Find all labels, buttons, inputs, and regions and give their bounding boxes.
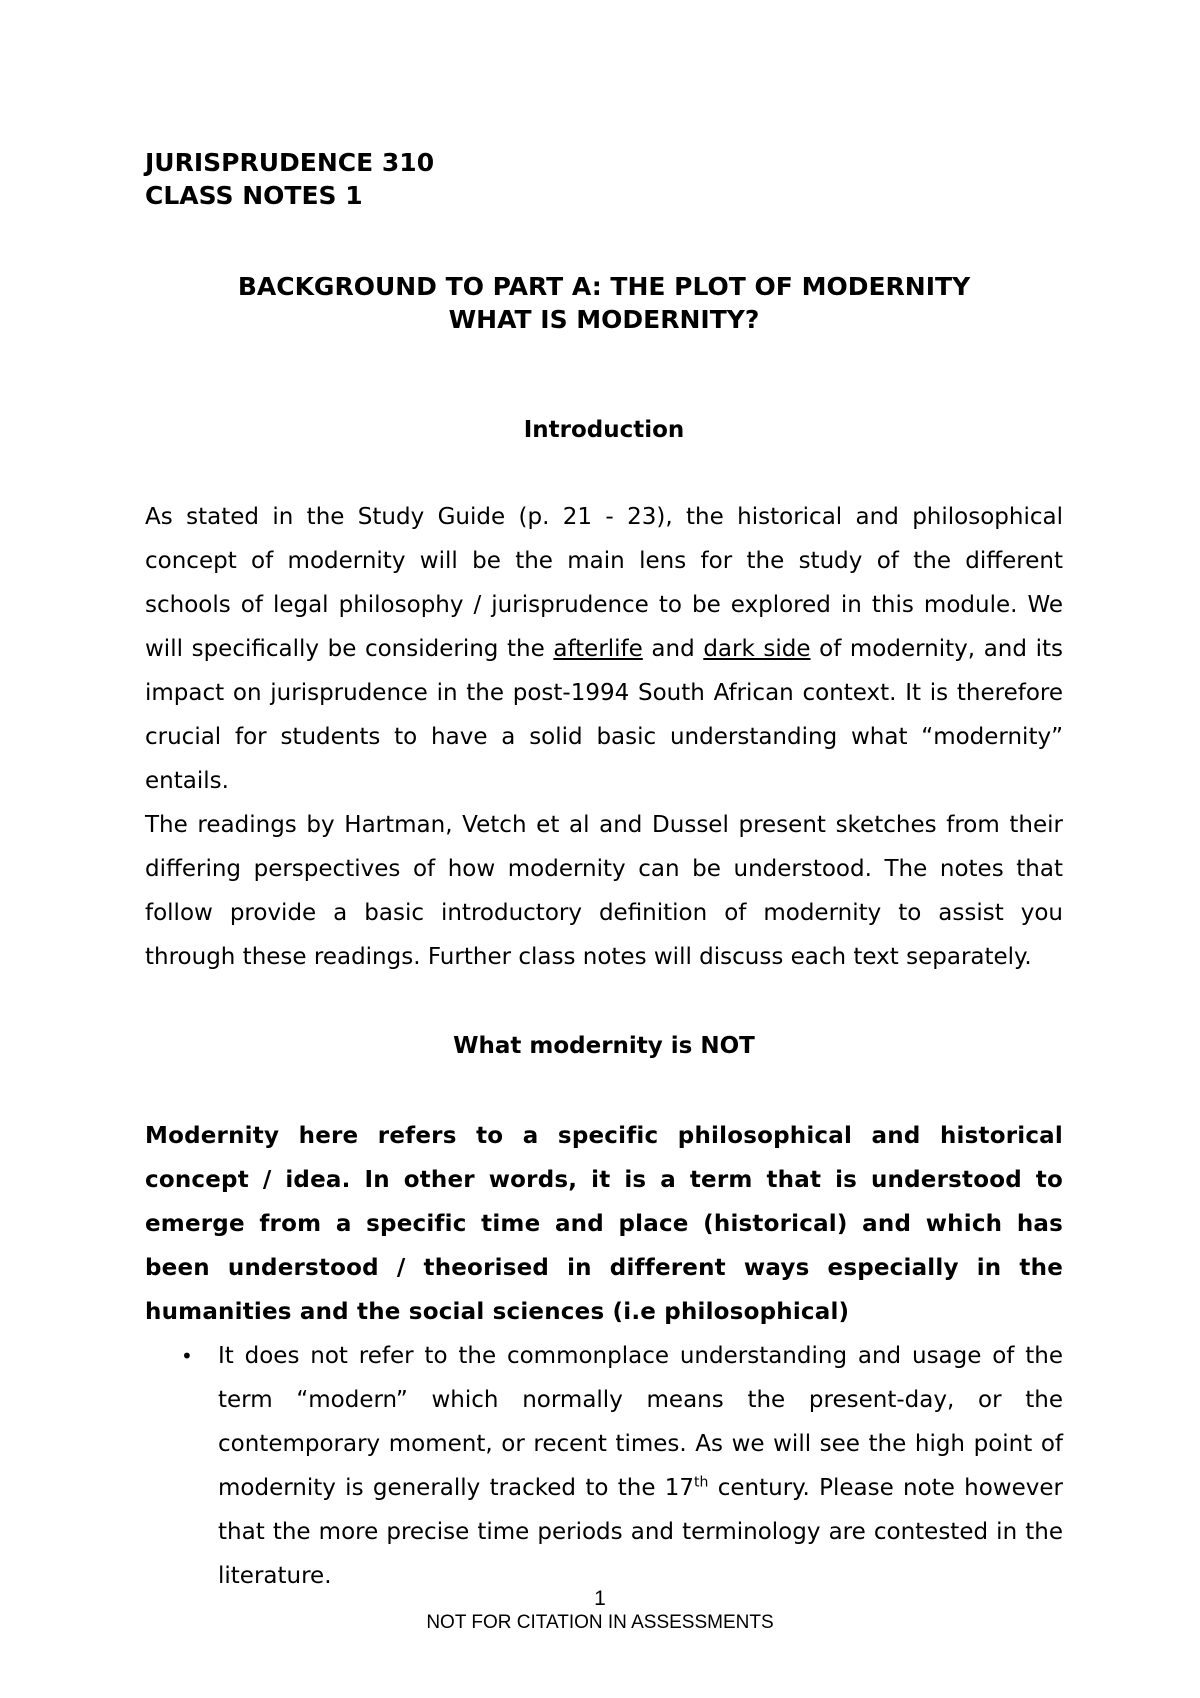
intro-text-b: and — [642, 636, 704, 662]
bullet-list — [145, 1334, 1063, 1598]
bullet-icon: • — [181, 1344, 193, 1368]
title-line-1: BACKGROUND TO PART A: THE PLOT OF MODERNITY — [237, 272, 971, 301]
course-title: JURISPRUDENCE 310 — [145, 148, 435, 177]
page-number: 1 — [594, 1587, 606, 1610]
dark-side-underlined: dark side — [703, 636, 811, 662]
page-footer — [0, 1587, 1200, 1635]
introduction-paragraph-1 — [145, 495, 1063, 803]
ordinal-superscript: th — [694, 1474, 709, 1491]
document-title — [145, 270, 1063, 336]
afterlife-underlined: afterlife — [553, 636, 643, 662]
what-modernity-is-not-heading: What modernity is NOT — [453, 1033, 755, 1059]
list-item — [145, 1334, 1063, 1598]
intro-text-a: As stated in the Study Guide (p. 21 - 23), the historical and philosophical concept of modernity will be the main lens for the study of the different schools of legal philosophy / jurisprudence to be explored in this module. We will specifically be considering the — [145, 504, 1063, 662]
bullet-text-b: century. Please note however that the more precise time periods and terminology are contested in the literature. — [218, 1475, 1063, 1589]
page-content — [145, 146, 1063, 1598]
citation-notice: NOT FOR CITATION IN ASSESSMENTS — [426, 1612, 774, 1633]
introduction-paragraph-2: The readings by Hartman, Vetch et al and Dussel present sketches from their differing perspectives of how modernity can be understood. The notes that follow provide a basic introductory definition of modernity to assist you through these readings. Further class notes will discuss each text separately. — [145, 812, 1063, 970]
intro-text-c: of modernity, and its impact on jurisprudence in the post-1994 South African context. It is therefore crucial for students to have a solid basic understanding what “modernity” entails. — [145, 636, 1063, 794]
definition-paragraph: Modernity here refers to a specific philosophical and historical concept / idea. In other words, it is a term that is understood to emerge from a specific time and place (historical) and which has been understood / theorised in different ways especially in the humanities and the social sciences (i.e philosophical) — [145, 1123, 1063, 1325]
title-line-2: WHAT IS MODERNITY? — [448, 305, 760, 334]
bullet-text-a: It does not refer to the commonplace understanding and usage of the term “modern” which normally means the present-day, or the contemporary moment, or recent times. As we will see the high point of modernity is generally tracked to the 17 — [218, 1343, 1063, 1501]
introduction-heading: Introduction — [523, 417, 685, 443]
class-notes-label: CLASS NOTES 1 — [145, 181, 363, 210]
